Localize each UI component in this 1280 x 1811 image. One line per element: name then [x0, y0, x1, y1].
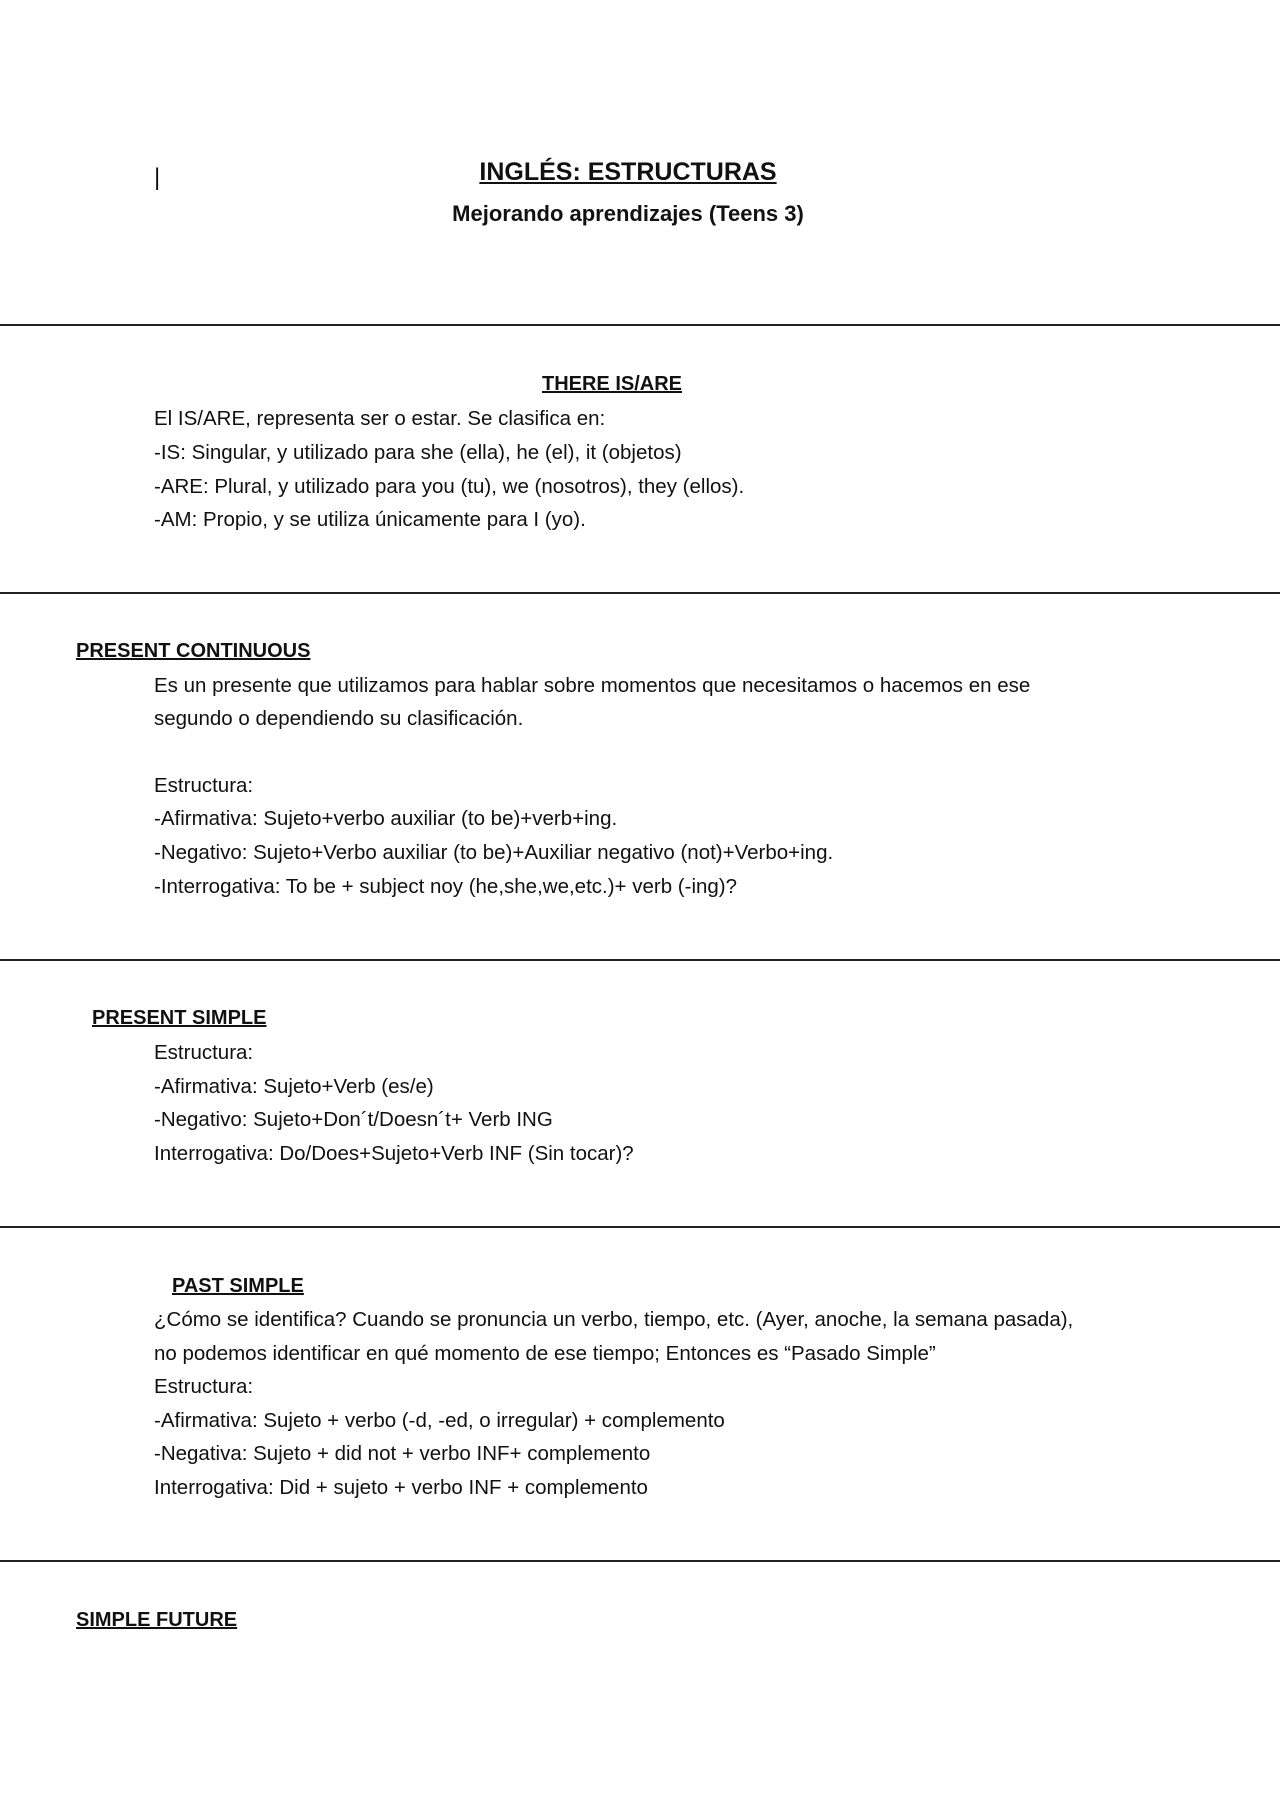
section-heading: THERE IS/ARE: [541, 373, 683, 395]
divider: [0, 592, 1280, 594]
body-line: -IS: Singular, y utilizado para she (ella), he (el), it (objetos): [154, 441, 682, 464]
body-line: Es un presente que utilizamos para hablar sobre momentos que necesitamos o hacemos en ese: [154, 674, 1031, 697]
body-line: -Negativo: Sujeto+Don´t/Doesn´t+ Verb ING: [154, 1108, 553, 1131]
divider: [0, 1560, 1280, 1562]
body-line: ¿Cómo se identifica? Cuando se pronuncia un verbo, tiempo, etc. (Ayer, anoche, la semana pasada),: [154, 1308, 1074, 1331]
divider: [0, 959, 1280, 961]
body-line: Estructura:: [154, 1375, 254, 1398]
body-line: -AM: Propio, y se utiliza únicamente para I (yo).: [154, 508, 586, 531]
body-line: -Afirmativa: Sujeto + verbo (-d, -ed, o irregular) + complemento: [154, 1409, 725, 1432]
body-line: no podemos identificar en qué momento de ese tiempo; Entonces es “Pasado Simple”: [154, 1342, 936, 1365]
body-line: -Afirmativa: Sujeto+verbo auxiliar (to be)+verb+ing.: [154, 807, 618, 830]
divider: [0, 324, 1280, 326]
text-cursor: |: [154, 164, 161, 191]
body-line: -Negativa: Sujeto + did not + verbo INF+ complemento: [154, 1442, 651, 1465]
body-line: segundo o dependiendo su clasificación.: [154, 707, 524, 730]
section-heading: PRESENT CONTINUOUS: [76, 640, 311, 662]
document-subtitle: Mejorando aprendizajes (Teens 3): [452, 201, 804, 226]
body-line: -ARE: Plural, y utilizado para you (tu), we (nosotros), they (ellos).: [154, 475, 745, 498]
section-heading: PAST SIMPLE: [172, 1275, 304, 1297]
section-heading: PRESENT SIMPLE: [92, 1007, 267, 1029]
body-line: -Interrogativa: To be + subject noy (he,she,we,etc.)+ verb (-ing)?: [154, 875, 738, 898]
body-line: -Negativo: Sujeto+Verbo auxiliar (to be)+Auxiliar negativo (not)+Verbo+ing.: [154, 841, 834, 864]
body-line: -Afirmativa: Sujeto+Verb (es/e): [154, 1075, 434, 1098]
body-line: El IS/ARE, representa ser o estar. Se clasifica en:: [154, 407, 606, 430]
body-line: Estructura:: [154, 1041, 254, 1064]
divider: [0, 1226, 1280, 1228]
body-line: Interrogativa: Did + sujeto + verbo INF + complemento: [154, 1476, 648, 1499]
body-line: Estructura:: [154, 774, 254, 797]
body-line: Interrogativa: Do/Does+Sujeto+Verb INF (Sin tocar)?: [154, 1142, 634, 1165]
section-heading: SIMPLE FUTURE: [76, 1609, 238, 1631]
document-title: INGLÉS: ESTRUCTURAS: [479, 158, 777, 186]
